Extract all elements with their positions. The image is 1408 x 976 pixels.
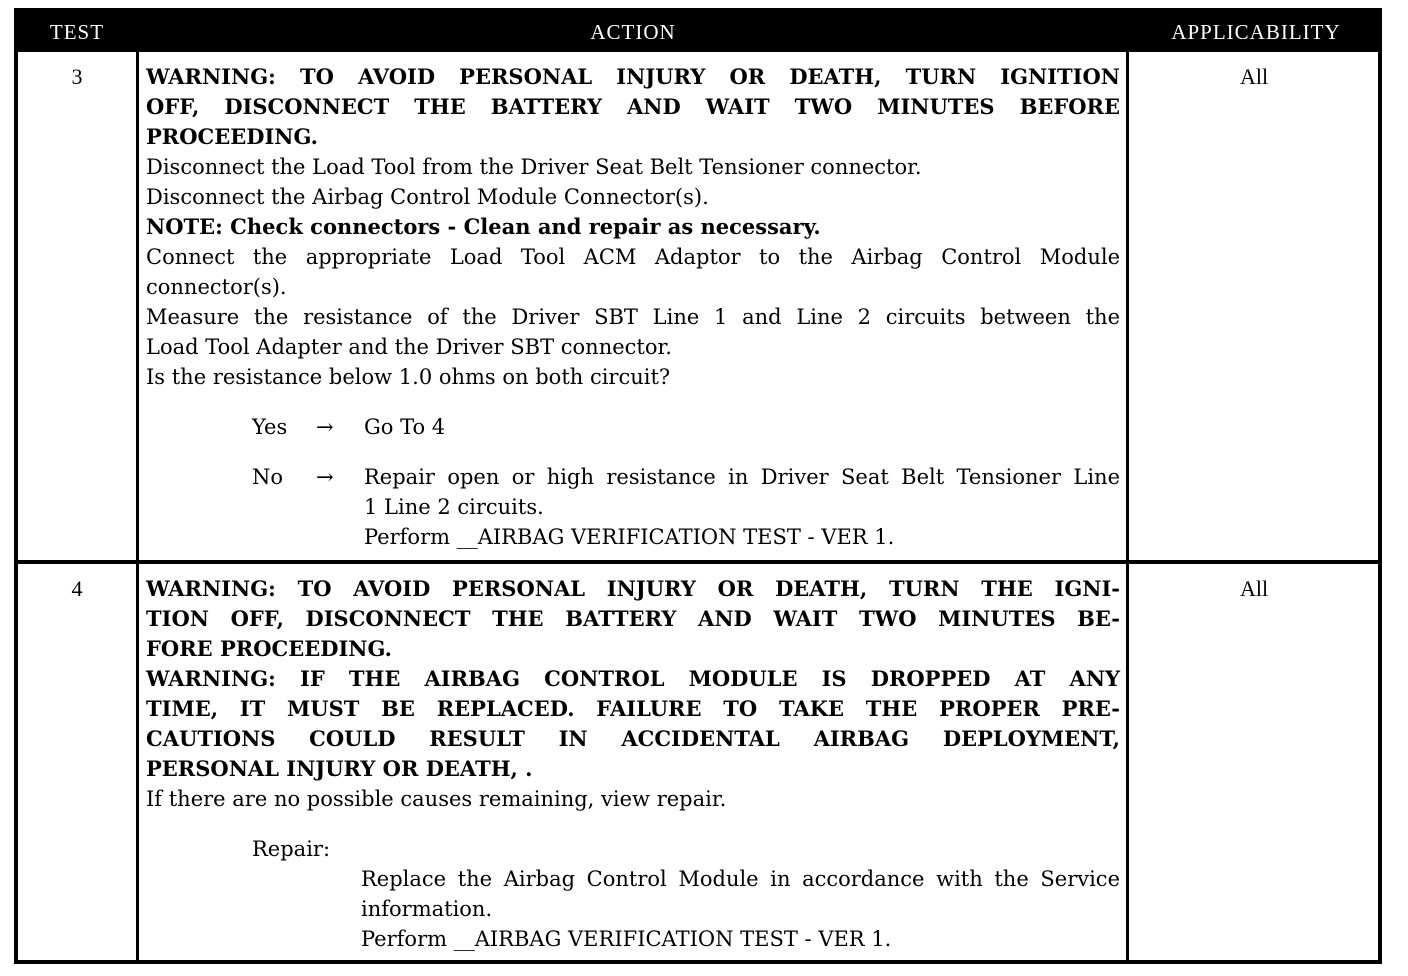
warning-line: TIME, IT MUST BE REPLACED. FAILURE TO TAKE THE PROPER PRE- [146, 696, 1120, 721]
no-result-line: 1 Line 2 circuits. [364, 495, 544, 519]
instruction-line: connector(s). [146, 275, 287, 299]
row-3-test-number: 3 [71, 64, 83, 89]
header-action: ACTION [590, 20, 676, 44]
warning-line: TION OFF, DISCONNECT THE BATTERY AND WAIT TWO MINUTES BE- [146, 606, 1120, 631]
row-3-applicability: All [1239, 64, 1269, 89]
instruction-line: Connect the appropriate Load Tool ACM Adaptor to the Airbag Control Module [146, 245, 1120, 269]
instruction-line: Disconnect the Airbag Control Module Connector(s). [146, 185, 709, 209]
arrow-icon: → [316, 465, 334, 489]
question-line: Is the resistance below 1.0 ohms on both circuit? [146, 365, 671, 389]
repair-line: Perform __AIRBAG VERIFICATION TEST - VER 1. [361, 927, 892, 951]
warning-line: OFF, DISCONNECT THE BATTERY AND WAIT TWO MINUTES BEFORE [146, 94, 1120, 119]
repair-steps [361, 864, 1120, 954]
repair-line: information. [361, 897, 493, 921]
column-divider [136, 12, 139, 960]
row-3-action [146, 62, 1120, 392]
warning-line: WARNING: TO AVOID PERSONAL INJURY OR DEATH, TURN IGNITION [146, 64, 1120, 89]
instruction-line: Measure the resistance of the Driver SBT Line 1 and Line 2 circuits between the [146, 305, 1120, 329]
yes-result: Go To 4 [364, 415, 446, 439]
column-divider [1126, 12, 1129, 960]
warning-line: PROCEEDING. [146, 124, 318, 149]
instruction-line: If there are no possible causes remaining, view repair. [146, 787, 727, 811]
row-divider [18, 560, 1378, 564]
note-line: NOTE: Check connectors - Clean and repair as necessary. [146, 214, 821, 239]
table-header [18, 12, 1378, 52]
row-4-action [146, 574, 1120, 814]
repair-label: Repair: [252, 837, 331, 861]
repair-line: Replace the Airbag Control Module in accordance with the Service [361, 867, 1120, 891]
header-applicability: APPLICABILITY [1171, 20, 1341, 44]
yes-label: Yes [252, 415, 288, 439]
no-result-line: Perform __AIRBAG VERIFICATION TEST - VER 1. [364, 525, 895, 549]
warning-line: WARNING: IF THE AIRBAG CONTROL MODULE IS DROPPED AT ANY [146, 666, 1120, 691]
warning-line: WARNING: TO AVOID PERSONAL INJURY OR DEATH, TURN THE IGNI- [146, 576, 1120, 601]
warning-line: PERSONAL INJURY OR DEATH, . [146, 756, 533, 781]
warning-line: CAUTIONS COULD RESULT IN ACCIDENTAL AIRBAG DEPLOYMENT, [146, 726, 1120, 751]
row-4-applicability: All [1239, 576, 1269, 601]
arrow-icon: → [316, 415, 334, 439]
instruction-line: Disconnect the Load Tool from the Driver Seat Belt Tensioner connector. [146, 155, 922, 179]
instruction-line: Load Tool Adapter and the Driver SBT connector. [146, 335, 672, 359]
no-result [364, 462, 1120, 552]
warning-line: FORE PROCEEDING. [146, 636, 392, 661]
no-result-line: Repair open or high resistance in Driver Seat Belt Tensioner Line [364, 465, 1120, 489]
no-label: No [252, 465, 284, 489]
diagnostic-table [14, 8, 1382, 964]
header-test: TEST [49, 20, 105, 44]
row-4-test-number: 4 [71, 576, 83, 601]
